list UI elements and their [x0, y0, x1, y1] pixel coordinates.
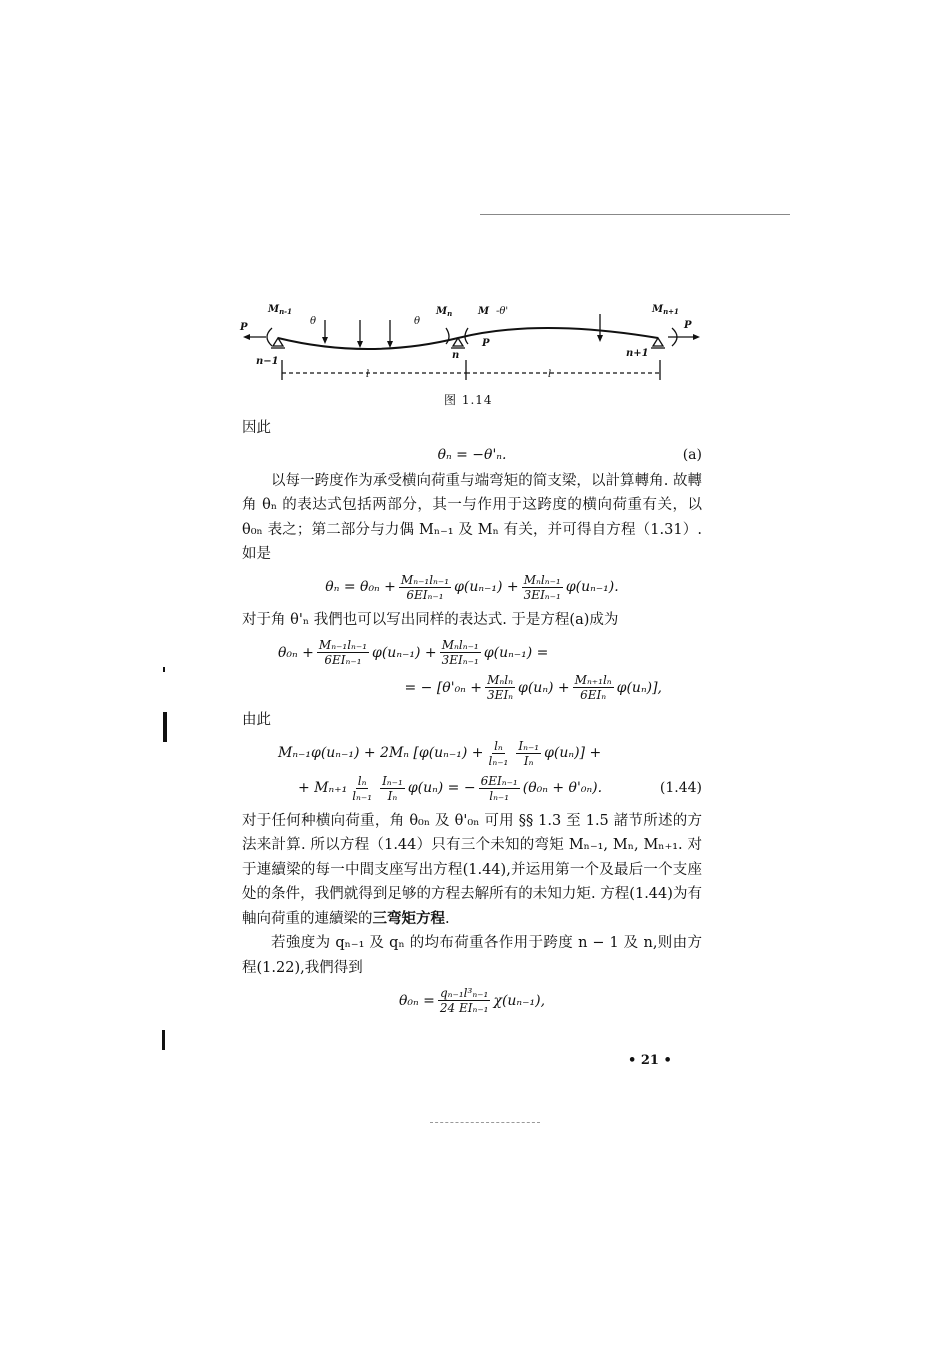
eq2b-f1-den: 3EIₙ — [487, 688, 514, 702]
bottom-rule — [430, 1122, 540, 1123]
fig-support-n-plus-1: n+1 — [626, 348, 649, 359]
eq4-f-num: qₙ₋₁l³ₙ₋₁ — [439, 986, 489, 1000]
eq3b-f2-num: Iₙ₋₁ — [382, 773, 403, 788]
eq2b-f1-num: Mₙlₙ — [487, 673, 513, 687]
fig-sub-n-minus-1: n-1 — [279, 307, 292, 316]
eq1-f2-num: Mₙlₙ₋₁ — [523, 572, 561, 587]
eq2a-f1-num: Mₙ₋₁lₙ₋₁ — [318, 638, 368, 652]
equation-a-number: (a) — [682, 446, 702, 463]
eq2a-f1-den: 6EIₙ₋₁ — [324, 653, 362, 667]
eq3b-f3-num: 6EIₙ₋₁ — [480, 773, 518, 788]
eq3b-end: (θ₀ₙ + θ'₀ₙ). — [522, 780, 603, 796]
eq2a-f2-num: Mₙlₙ₋₁ — [441, 638, 479, 652]
paragraph-3-text: 对于任何种横向荷重，角 θ₀ₙ 及 θ'₀ₙ 可用 §§ 1.3 至 1.5 諸节所述的方法来計算. 所以方程（1.44）只有三个未知的弯矩 Mₙ₋₁, Mₙ, Mₙ₊₁. 对于連續梁的每一中間支座写出方程(1.44),并运用第一个及最后一个支座处的条件，我們就得到足够的方程去解所有的未知力矩. 方程(1.44)为有軸向荷重的連續梁的 — [242, 812, 702, 927]
equation-2b — [242, 673, 702, 702]
eq2b-fraction-2 — [573, 673, 614, 702]
fig-support-n: n — [452, 350, 460, 361]
eq3b-fraction-1 — [350, 774, 374, 803]
margin-bar-mark — [163, 712, 167, 742]
eq4-f-den: 24 EIₙ₋₁ — [439, 1001, 489, 1015]
eq3a-f2-num: Iₙ₋₁ — [518, 738, 540, 753]
eq2a-mid: φ(uₙ₋₁) + — [372, 644, 437, 661]
paragraph-3-end: . — [445, 910, 450, 927]
eq3a-fraction-1 — [487, 739, 511, 768]
eq1-fraction-1 — [399, 573, 451, 602]
eq2b-f2-den: 6EIₙ — [580, 688, 607, 702]
eq3b-mid: φ(uₙ) = − — [407, 780, 476, 796]
eq1-f1-num: Mₙ₋₁lₙ₋₁ — [400, 572, 450, 587]
eq1-mid: φ(uₙ₋₁) + — [454, 579, 519, 595]
eq1-f2-den: 3EIₙ₋₁ — [523, 587, 561, 602]
eq2a-fraction-1 — [317, 638, 369, 667]
fig-sub-n-plus-1: n+1 — [663, 307, 679, 316]
paragraph-3 — [242, 809, 702, 932]
equation-a — [242, 447, 702, 463]
svg-text:Mn — [435, 306, 452, 318]
fig-label-p-right: P — [684, 320, 692, 331]
fig-label-m-n-minus-1: M — [268, 304, 280, 315]
fig-sub-n: n — [447, 309, 453, 318]
eq1-end: φ(uₙ₋₁). — [565, 579, 619, 595]
eq4-fraction — [438, 986, 491, 1015]
page-body — [242, 416, 702, 1021]
eq3a-f2-den: Iₙ — [523, 753, 534, 768]
svg-text:Mn-1 — [267, 304, 292, 316]
eq1-lhs: θₙ = θ₀ₙ + — [325, 579, 396, 595]
fig-label-minus-theta-prime: -θ' — [496, 306, 509, 317]
svg-text:M — [477, 306, 490, 317]
eq2b-end: φ(uₙ)], — [616, 679, 662, 696]
eq4-end: χ(uₙ₋₁), — [493, 992, 546, 1009]
eq3b-f3-den: lₙ₋₁ — [489, 788, 510, 803]
eq2a-fraction-2 — [440, 638, 481, 667]
equation-theta-n — [242, 573, 702, 602]
eq3b-fraction-2 — [380, 774, 405, 803]
equation-144-number: (1.44) — [659, 780, 702, 796]
margin-scan-mark — [162, 1030, 165, 1050]
fig-support-n-minus-1: n−1 — [256, 356, 279, 367]
eq2b-fraction-1 — [485, 673, 515, 702]
eq2a-end: φ(uₙ₋₁) = — [483, 644, 549, 661]
eq3b-f1-den: lₙ₋₁ — [352, 788, 373, 803]
eq2b-lhs: = − [θ'₀ₙ + — [404, 679, 483, 696]
eq3a-f1-num: lₙ — [494, 738, 503, 753]
eq3a-f1-den: lₙ₋₁ — [488, 753, 509, 768]
beam-diagram — [238, 300, 708, 384]
eq4-lhs: θ₀ₙ = — [398, 992, 435, 1009]
fig-label-m-n-right: M — [478, 306, 490, 317]
eq3b-f2-den: Iₙ — [387, 788, 398, 803]
text-youci: 由此 — [242, 712, 271, 728]
top-rule — [480, 214, 790, 215]
fig-label-p-center: P — [482, 338, 490, 349]
eq3b-fraction-3 — [479, 774, 520, 803]
eq3b-f1-num: lₙ — [357, 773, 367, 788]
eq3a-end: φ(uₙ)] + — [544, 745, 602, 761]
eq2b-mid: φ(uₙ) + — [518, 679, 570, 696]
three-moment-equation-term: 三弯矩方程 — [372, 909, 445, 927]
paragraph-4: 若強度为 qₙ₋₁ 及 qₙ 的均布荷重各作用于跨度 n − 1 及 n,则由方程(1.22),我們得到 — [242, 935, 702, 976]
equation-2a — [242, 638, 702, 667]
equation-3b — [242, 774, 702, 803]
equation-a-body: θₙ = −θ'ₙ. — [437, 446, 507, 463]
eq2a-f2-den: 3EIₙ₋₁ — [441, 653, 479, 667]
paragraph-2: 对于角 θ'ₙ 我們也可以写出同样的表达式. 于是方程(a)成为 — [242, 611, 619, 628]
fig-label-theta-n: θ — [414, 316, 421, 327]
eq1-fraction-2 — [522, 573, 563, 602]
fig-label-theta-n-minus-1: θ — [310, 316, 317, 327]
margin-tick-mark — [163, 667, 165, 672]
equation-4 — [242, 986, 702, 1015]
page-number: • 21 • — [628, 1053, 672, 1068]
eq1-f1-den: 6EIₙ₋₁ — [406, 587, 444, 602]
fig-label-p-left: P — [240, 322, 248, 333]
eq2b-f2-num: Mₙ₊₁lₙ — [574, 673, 612, 687]
svg-text:Mn+1 — [651, 304, 679, 316]
equation-3a — [242, 739, 702, 768]
fig-span-right: l — [548, 369, 552, 380]
fig-label-m-n: M — [436, 306, 448, 317]
eq3b-lhs: + Mₙ₊₁ — [298, 780, 348, 796]
paragraph-1: 以每一跨度作为承受横向荷重与端弯矩的简支梁，以計算轉角. 故轉角 θₙ 的表达式包括两部分，其一与作用于这跨度的横向荷重有关，以 θ₀ₙ 表之；第二部分与力偶 Mₙ₋₁ 及 Mₙ 有关，并可得自方程（1.31）. 如是 — [242, 472, 702, 562]
fig-label-m-n-plus-1: M — [652, 304, 664, 315]
figure-caption: 图 1.14 — [444, 393, 493, 407]
eq2a-lhs: θ₀ₙ + — [278, 644, 314, 661]
text-yinci: 因此 — [242, 420, 271, 436]
eq3a-fraction-2 — [516, 739, 541, 768]
eq3a-lhs: Mₙ₋₁φ(uₙ₋₁) + 2Mₙ [φ(uₙ₋₁) + — [278, 745, 484, 761]
fig-span-left: l — [366, 369, 370, 380]
